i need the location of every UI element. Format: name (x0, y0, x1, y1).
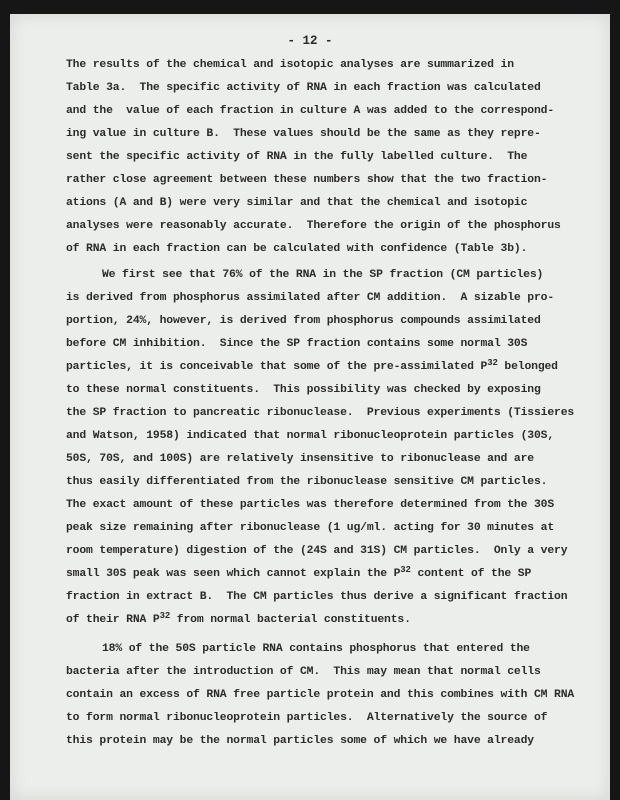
text-line: The exact amount of these particles was therefore determined from the 30S (66, 499, 555, 511)
superscript: 32 (400, 565, 411, 575)
text-line: particles, it is conceivable that some of the pre-assimilated $P^{32}$ belonged (66, 358, 558, 373)
text-line: thus easily differentiated from the ribonuclease sensitive CM particles. (66, 476, 548, 488)
text-line: Table 3a. The specific activity of RNA in each fraction was calculated (66, 82, 541, 94)
superscript: 32 (159, 611, 171, 621)
text-line: ations (A and B) were very similar and that the chemical and isotopic (66, 197, 528, 209)
text-line: portion, 24%, however, is derived from phosphorus compounds assimilated (66, 315, 541, 327)
text-line: the SP fraction to pancreatic ribonuclease. Previous experiments (Tissieres (66, 407, 575, 419)
text-line: analyses were reasonably accurate. Therefore the origin of the phosphorus (66, 220, 561, 232)
text-line: before CM inhibition. Since the SP fraction contains some normal 30S (66, 338, 528, 350)
text-line: fraction in extract B. The CM particles thus derive a significant fraction (66, 591, 568, 603)
text-line: to form normal ribonucleoprotein particles. Alternatively the source of (66, 712, 548, 724)
text-line: contain an excess of RNA free particle protein and this combines with CM RNA (66, 689, 575, 701)
text-line: We first see that 76% of the RNA in the SP fraction (CM particles) (102, 269, 544, 281)
text-line: small 30S peak was seen which cannot explain the $P^{32}$ content of the SP (66, 565, 532, 580)
text-line: The results of the chemical and isotopic analyses are summarized in (66, 59, 514, 71)
text-line: sent the specific activity of RNA in the fully labelled culture. The (66, 151, 528, 163)
text-line: and the value of each fraction in culture A was added to the correspond- (66, 105, 555, 117)
text-line: peak size remaining after ribonuclease (1 ug/ml. acting for 30 minutes at (66, 522, 555, 534)
text-line: to these normal constituents. This possibility was checked by exposing (66, 384, 541, 396)
text-line: room temperature) digestion of the (24S and 31S) CM particles. Only a very (66, 545, 568, 557)
document-page (10, 14, 610, 800)
text-line: and Watson, 1958) indicated that normal ribonucleoprotein particles (30S, (66, 430, 555, 442)
text-line: of RNA in each fraction can be calculated with confidence (Table 3b). (66, 243, 528, 255)
text-line: is derived from phosphorus assimilated after CM addition. A sizable pro- (66, 292, 555, 304)
text-line: of their RNA $P^{32}$ from normal bacterial constituents. (66, 611, 411, 626)
text-line: 18% of the 50S particle RNA contains phosphorus that entered the (102, 643, 530, 655)
text-line: 50S, 70S, and 100S) are relatively insensitive to ribonuclease and are (66, 453, 534, 465)
page-number: - 12 - (287, 34, 333, 48)
superscript: 32 (487, 358, 498, 368)
text-line: this protein may be the normal particles some of which we have already (66, 735, 534, 747)
text-line: rather close agreement between these numbers show that the two fraction- (66, 174, 548, 186)
text-line: bacteria after the introduction of CM. This may mean that normal cells (66, 666, 541, 678)
text-line: ing value in culture B. These values should be the same as they repre- (66, 128, 541, 140)
